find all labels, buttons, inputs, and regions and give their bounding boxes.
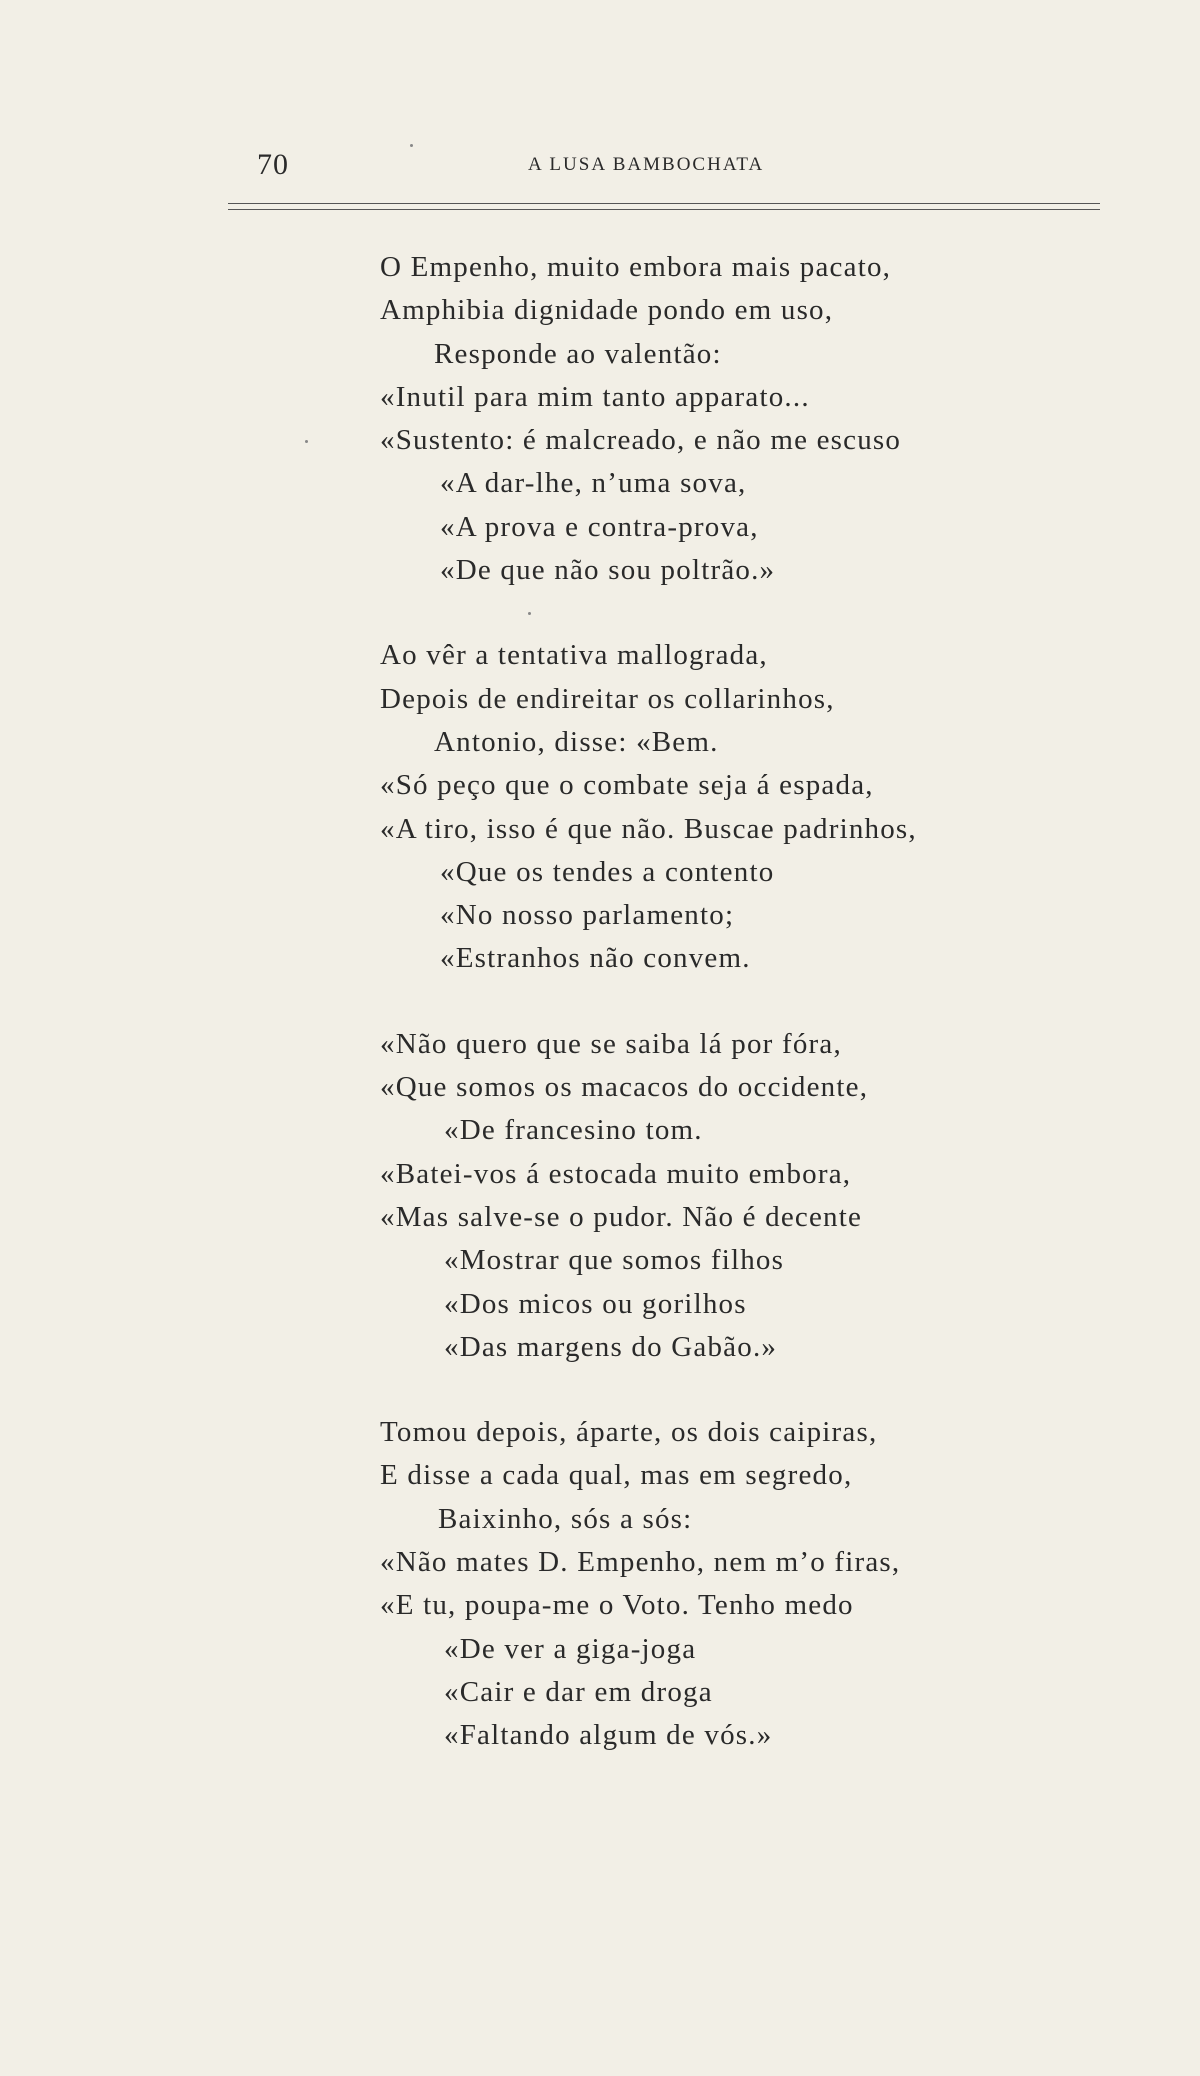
verse-line: Baixinho, sós a sós:	[438, 1502, 693, 1535]
verse-line: «E tu, poupa-me o Voto. Tenho medo	[380, 1589, 854, 1622]
verse-line: «Batei-vos á estocada muito embora,	[380, 1157, 852, 1190]
verse-line: «Estranhos não convem.	[440, 942, 751, 975]
verse-line: Depois de endireitar os collarinhos,	[380, 682, 835, 715]
verse-line: Ao vêr a tentativa mallograda,	[380, 639, 768, 672]
verse-line: O Empenho, muito embora mais pacato,	[380, 251, 892, 283]
verse-line: Antonio, disse: «Bem.	[434, 725, 719, 758]
verse-line: Amphibia dignidade pondo em uso,	[380, 294, 834, 327]
verse-line: Tomou depois, áparte, os dois caipiras,	[380, 1416, 878, 1449]
verse-line: «Que os tendes a contento	[440, 855, 775, 888]
verse-line: «No nosso parlamento;	[440, 899, 735, 932]
stanza	[380, 1023, 1140, 1369]
verse-line: «Sustento: é malcreado, e não me escuso	[380, 424, 902, 457]
header-rule-top	[228, 203, 1100, 204]
verse-line: «Cair e dar em droga	[444, 1675, 713, 1708]
verse-line: E disse a cada qual, mas em segredo,	[380, 1459, 853, 1492]
verse-line: «Mostrar que somos filhos	[444, 1244, 785, 1277]
verse-line: «Não quero que se saiba lá por fóra,	[380, 1027, 842, 1060]
stanza	[380, 634, 1140, 980]
verse-line: «Mas salve-se o pudor. Não é decente	[380, 1200, 863, 1233]
verse-line: «A dar-lhe, n’uma sova,	[440, 467, 747, 500]
paper-speck	[305, 440, 308, 443]
verse-line: «Dos micos ou gorilhos	[444, 1287, 747, 1320]
stanza	[380, 1411, 1140, 1757]
verse-line: «De ver a giga-joga	[444, 1632, 697, 1665]
stanza	[380, 246, 1140, 592]
verse-line: «Que somos os macacos do occidente,	[380, 1071, 869, 1104]
verse-line: «A tiro, isso é que não. Buscae padrinhos,	[380, 812, 917, 845]
verse-line: «Faltando algum de vós.»	[444, 1719, 773, 1752]
paper-speck	[528, 612, 531, 615]
verse-line: «Inutil para mim tanto apparato...	[380, 380, 810, 413]
verse-line: «A prova e contra-prova,	[440, 510, 759, 543]
running-head: A LUSA BAMBOCHATA	[528, 154, 765, 175]
verse-line: «De francesino tom.	[444, 1114, 703, 1147]
page-number: 70	[257, 148, 289, 181]
verse-line: «De que não sou poltrão.»	[440, 554, 776, 587]
verse-line: «Não mates D. Empenho, nem m’o firas,	[380, 1546, 901, 1579]
verse-line: «Só peço que o combate seja á espada,	[380, 769, 874, 802]
paper-speck	[410, 144, 413, 147]
poem-body	[380, 246, 1140, 1800]
verse-line: Responde ao valentão:	[434, 337, 722, 370]
verse-line: «Das margens do Gabão.»	[444, 1330, 778, 1363]
header-rule-bottom	[228, 209, 1100, 210]
